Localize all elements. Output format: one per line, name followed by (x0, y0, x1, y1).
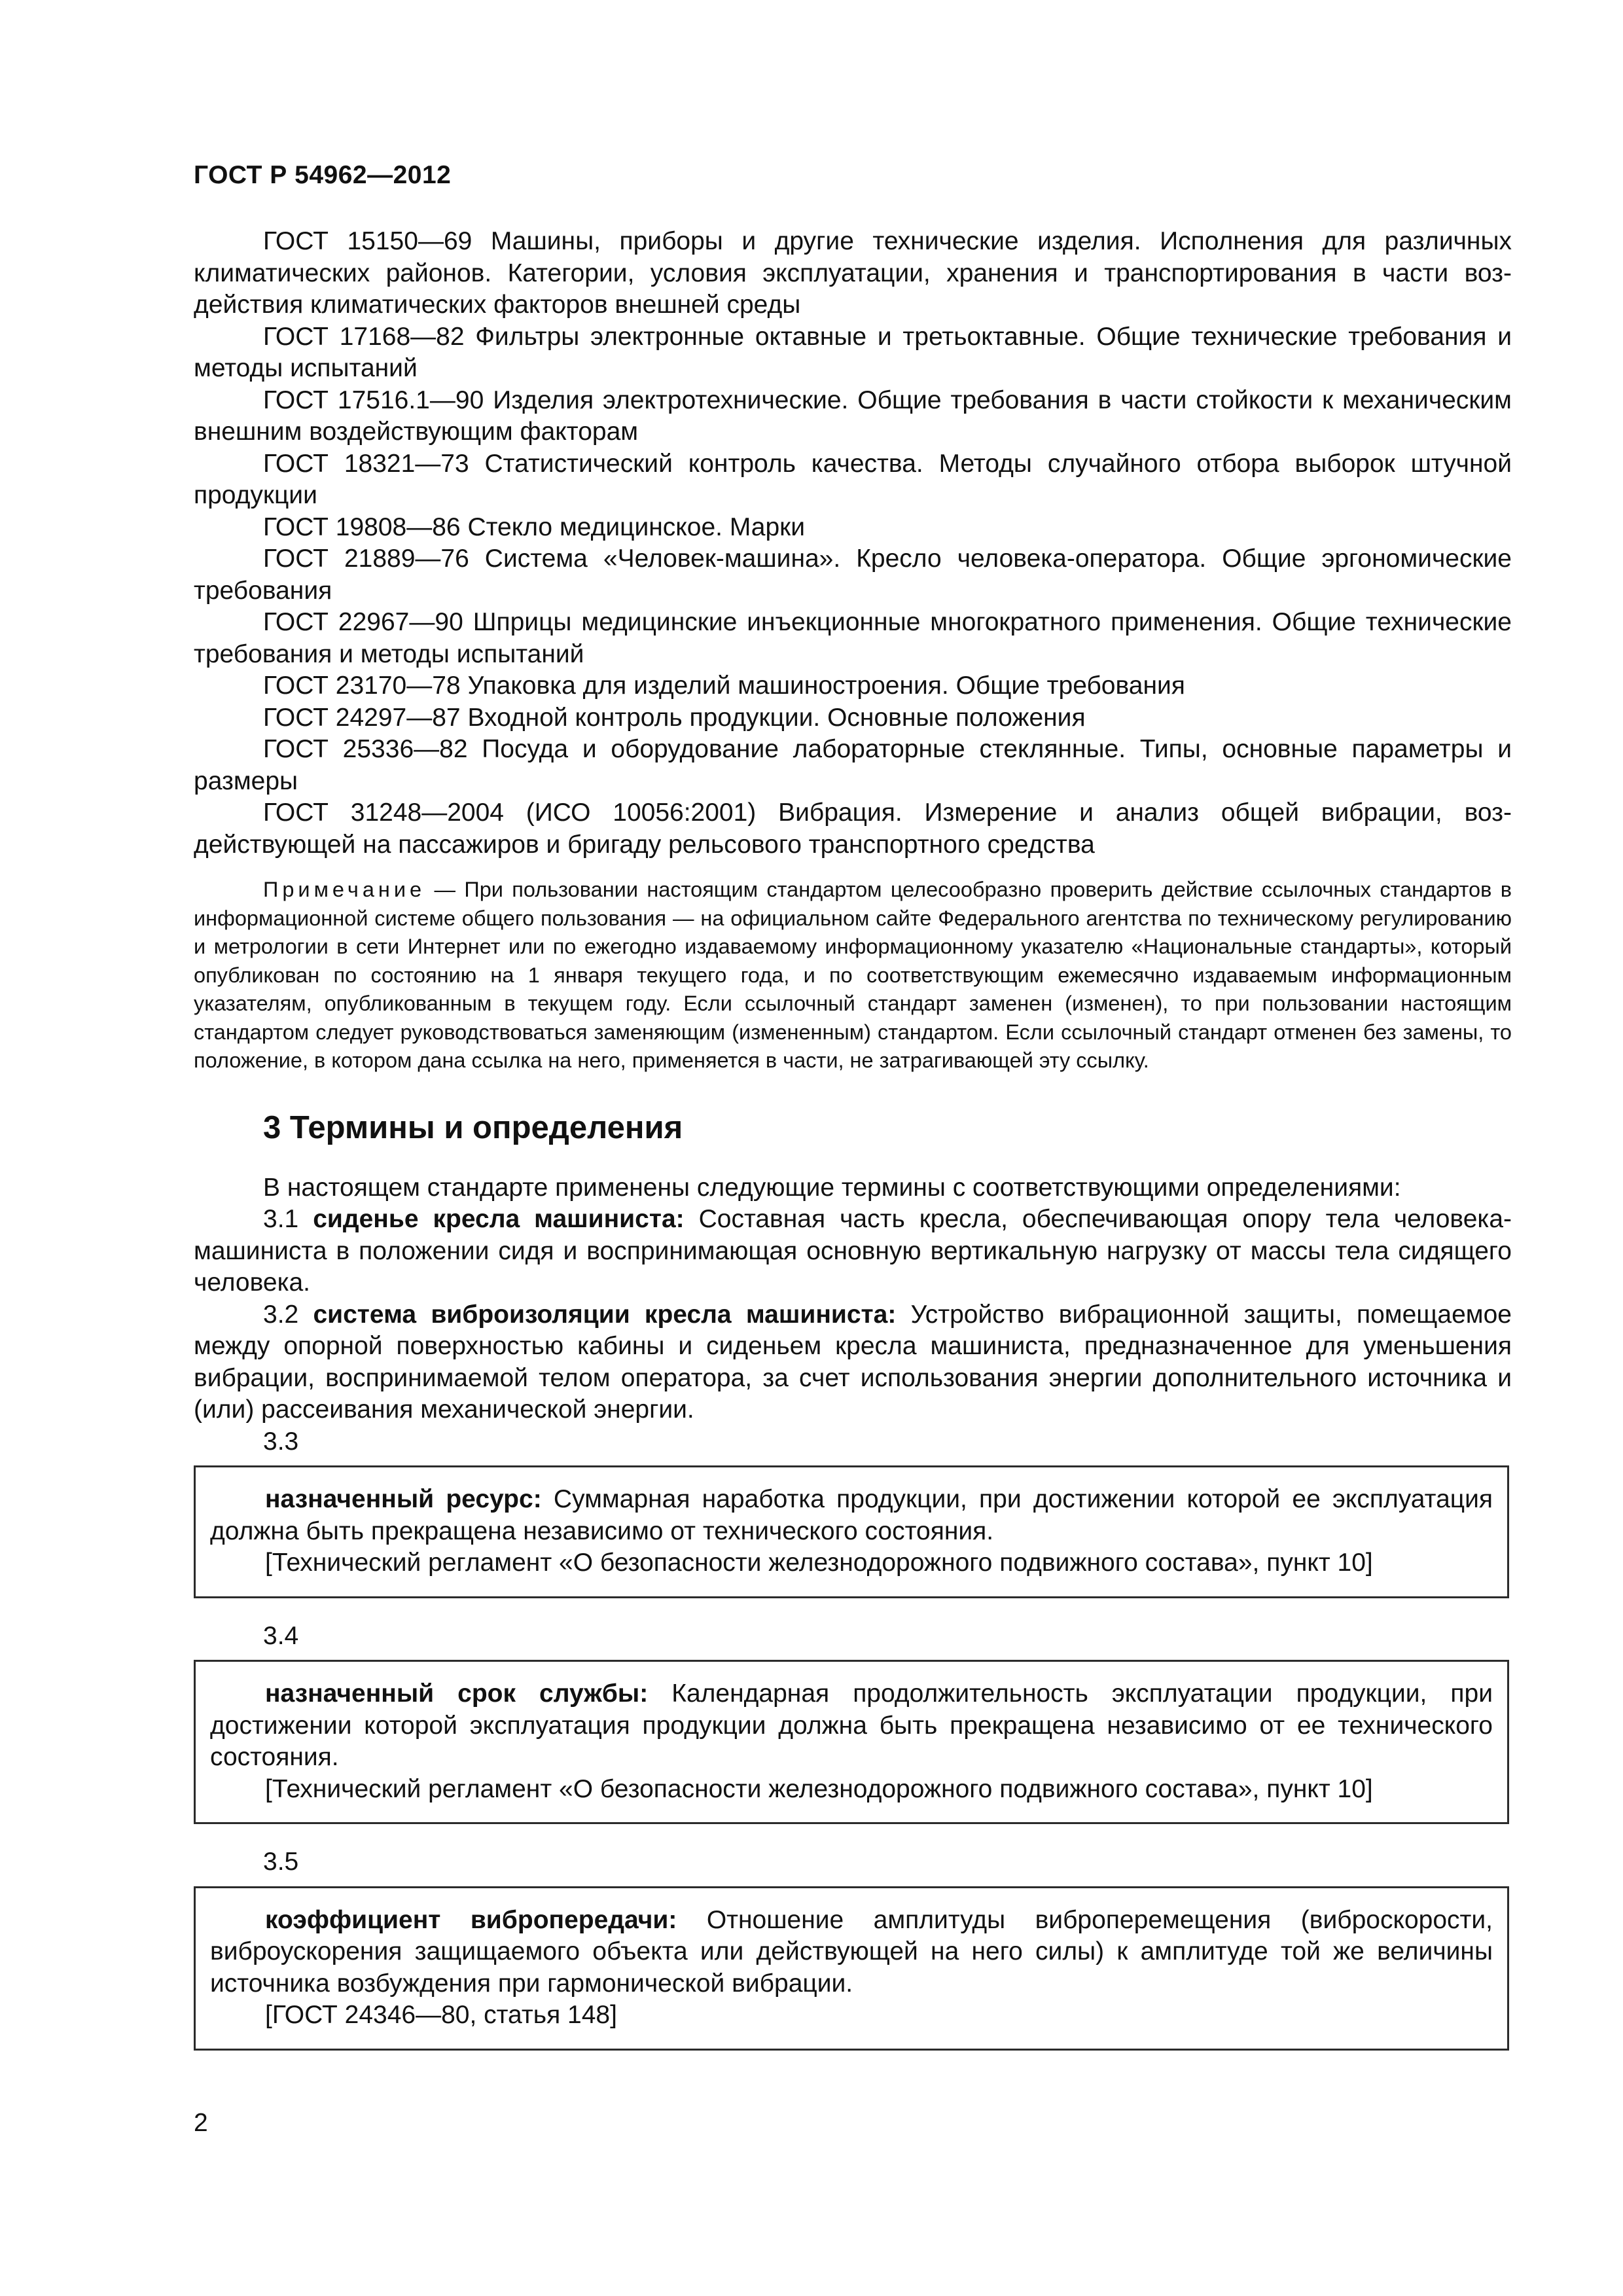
spacer (194, 1598, 1512, 1621)
term-3-3 (210, 1484, 1493, 1547)
term-3-4 (210, 1678, 1493, 1774)
reference-list (194, 226, 1512, 861)
term-name: назначенный ресурс: (265, 1485, 542, 1513)
reference-item: ГОСТ 17516.1—90 Изделия электротехнические. Общие требования в части стойкости к механическим внешним воздействующим факторам (194, 386, 1512, 446)
term-name: система виброизоляции кресла машиниста: (313, 1300, 897, 1329)
term-name: сиденье кресла машиниста: (313, 1205, 685, 1233)
term-number-3-5: 3.5 (263, 1848, 299, 1876)
section-title: 3 Термины и определения (263, 1109, 683, 1145)
term-number: 3.2 (263, 1300, 313, 1329)
document-header: ГОСТ Р 54962—2012 (194, 161, 452, 189)
reference-item: ГОСТ 18321—73 Статистический контроль качества. Методы случайного отбора выборок штучной продукции (194, 449, 1512, 509)
term-box-3-4 (194, 1660, 1509, 1824)
term-3-1 (194, 1204, 1512, 1299)
reference-item: ГОСТ 21889—76 Система «Человек-машина». Кресло человека-оператора. Общие эргономические требования (194, 545, 1512, 605)
term-number: 3.1 (263, 1205, 313, 1233)
spacer (194, 1824, 1512, 1846)
reference-item: ГОСТ 22967—90 Шприцы медицинские инъекционные многократного применения. Общие технические требования и методы испытаний (194, 608, 1512, 668)
term-definition: Отношение амплитуды виброперемещения (виброскорости, виброускорения защищаемого объекта или действующей на него силы) к амплитуде той же величины источника возбуждения при гармонической вибрации. (210, 1905, 1493, 1998)
reference-item: ГОСТ 25336—82 Посуда и оборудование лабораторные стеклянные. Типы, основные параметры и размеры (194, 735, 1512, 795)
note-text: — При пользовании настоящим стандартом целесообразно проверить действие ссылочных стандартов в информационной системе общего пользования — на официальном сайте Федерального агентства по техническому регулированию и метрологии в сети Интернет или по ежегодно издаваемому информационному указателю «Национальные стандарты», который опубликован по состоянию на 1 января текущего года, и по соответствующим ежемесячно издаваемым информационным указателям, опубликованным в текущем году. Если ссылочный стандарт заменен (изменен), то при пользовании настоящим стандартом следует руководствоваться заменяющим (измененным) стандартом. Если ссылочный стандарт отменен без замены, то положение, в котором дана ссылка на него, применяется в части, не затрагивающей эту ссылку. (194, 878, 1512, 1072)
note-label: Примечание (263, 878, 426, 901)
term-source: [Технический регламент «О безопасности железнодорожного подвижного состава», пункт 10] (265, 1549, 1373, 1577)
term-box-3-3 (194, 1465, 1509, 1598)
term-name: назначенный срок службы: (265, 1679, 649, 1708)
term-name: коэффициент вибропередачи: (265, 1905, 677, 1934)
term-definition: Суммарная наработка продукции, при достижении которой ее эксплуатация должна быть прекращена независимо от технического состояния. (210, 1485, 1493, 1545)
term-definition: Составная часть кресла, обеспечивающая опору тела человека-машиниста в положении сидя и воспринимающая основную вертикальную нагрузку от массы тела сидящего человека. (194, 1205, 1512, 1297)
term-number-3-3: 3.3 (263, 1427, 299, 1456)
term-3-2 (194, 1299, 1512, 1426)
reference-item: ГОСТ 19808—86 Стекло медицинское. Марки (263, 512, 806, 541)
reference-item: ГОСТ 31248—2004 (ИСО 10056:2001) Вибрация. Измерение и анализ общей вибрации, воздействующей на пассажиров и бригаду рельсового транспортного средства (194, 798, 1512, 859)
reference-item: ГОСТ 24297—87 Входной контроль продукции. Основные положения (263, 703, 1086, 732)
reference-item: ГОСТ 17168—82 Фильтры электронные октавные и третьоктавные. Общие технические требования и методы испытаний (194, 322, 1512, 382)
page-number: 2 (194, 2109, 208, 2137)
section-intro: В настоящем стандарте применены следующие термины с соответствующими определениями: (263, 1173, 1401, 1202)
term-definition: Календарная продолжительность эксплуатации продукции, при достижении которой эксплуатация продукции должна быть прекращена независимо от ее технического состояния. (210, 1679, 1493, 1771)
term-source: [Технический регламент «О безопасности железнодорожного подвижного состава», пункт 10] (265, 1774, 1373, 1803)
term-number-3-4: 3.4 (263, 1621, 299, 1650)
reference-item: ГОСТ 23170—78 Упаковка для изделий машиностроения. Общие требования (263, 672, 1185, 700)
note-paragraph (194, 876, 1512, 1075)
term-source: [ГОСТ 24346—80, статья 148] (265, 2001, 617, 2029)
reference-item: ГОСТ 15150—69 Машины, приборы и другие технические изделия. Исполнения для различных климатических районов. Категории, условия эксплуатации, хранения и транспортирования в части воздействия климатических факторов внешней среды (194, 227, 1512, 319)
term-definition: Устройство вибрационной защиты, помещаемое между опорной поверхностью кабины и сиденьем кресла машиниста, предназначенное для уменьшения вибрации, воспринимаемой телом оператора, за счет использования энергии дополнительного источника и (или) рассеивания механической энергии. (194, 1300, 1512, 1424)
page-content (194, 226, 1512, 2051)
term-box-3-5 (194, 1886, 1509, 2051)
term-3-5 (210, 1905, 1493, 2000)
